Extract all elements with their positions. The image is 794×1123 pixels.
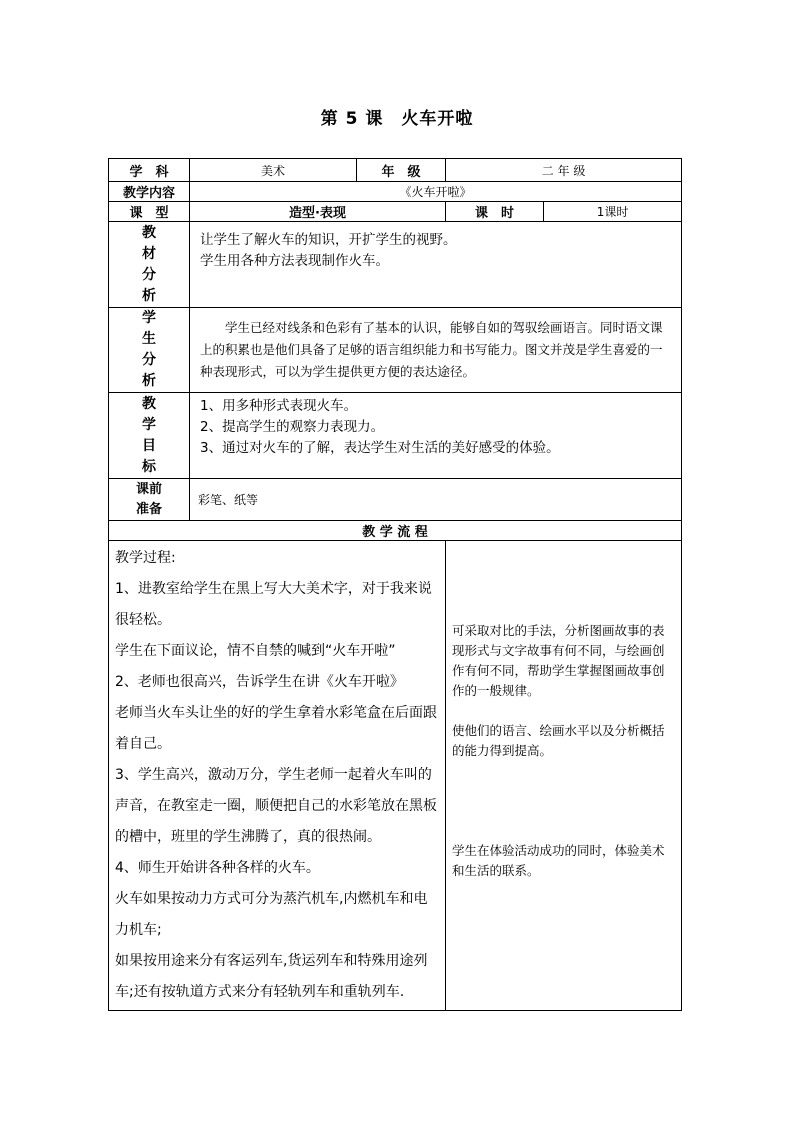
flow-row bbox=[109, 541, 682, 1011]
process-line: 1、进教室给学生在黑上写大大美术字，对于我来说很轻松。 bbox=[115, 581, 432, 628]
teaching-goals bbox=[190, 393, 682, 479]
goal-item: 3、通过对火车的了解，表达学生对生活的美好感受的体验。 bbox=[200, 440, 560, 456]
process-line: 4、师生开始讲各种各样的火车。 bbox=[115, 860, 320, 876]
note-item: 可采取对比的手法，分析图画故事的表现形式与文字故事有何不同，与绘画创作有何不同，帮助学生掌握图画故事创作的一般规律。 bbox=[452, 623, 665, 698]
textbook-line: 学生用各种方法表现制作火车。 bbox=[200, 253, 389, 269]
process-line: 火车如果按动力方式可分为蒸汽机车,内燃机车和电力机车; bbox=[115, 891, 428, 938]
hours-value: 1课时 bbox=[544, 202, 682, 222]
process-line: 学生在下面议论，情不自禁的喊到“火车开啦” bbox=[115, 643, 396, 659]
hours-label: 课 时 bbox=[446, 202, 544, 222]
flow-label: 教 学 流 程 bbox=[109, 521, 682, 541]
grade-value: 二 年 级 bbox=[446, 159, 682, 182]
process-line: 2、老师也很高兴，告诉学生在讲《火车开啦》 bbox=[115, 674, 404, 690]
flow-header-row bbox=[109, 521, 682, 541]
content-value: 《火车开啦》 bbox=[190, 182, 682, 202]
design-notes bbox=[446, 541, 682, 1011]
page-title: 第 5 课 火车开啦 bbox=[320, 109, 474, 129]
note-item: 使他们的语言、绘画水平以及分析概括的能力得到提高。 bbox=[452, 723, 665, 758]
subject-row bbox=[109, 159, 682, 182]
type-label: 课 型 bbox=[109, 202, 190, 222]
prep-row bbox=[109, 479, 682, 521]
textbook-label: 教 材 分 析 bbox=[109, 222, 190, 308]
textbook-row bbox=[109, 222, 682, 308]
lesson-plan-table bbox=[108, 158, 682, 1011]
note-item: 学生在体验活动成功的同时，体验美术和生活的联系。 bbox=[452, 843, 665, 878]
grade-label: 年 级 bbox=[357, 159, 446, 182]
textbook-analysis bbox=[190, 222, 682, 308]
subject-value: 美术 bbox=[190, 159, 357, 182]
subject-label: 学 科 bbox=[109, 159, 190, 182]
student-row bbox=[109, 308, 682, 393]
goals-label: 教 学 目 标 bbox=[109, 393, 190, 479]
type-value: 造型·表现 bbox=[190, 202, 446, 222]
student-label: 学 生 分 析 bbox=[109, 308, 190, 393]
goal-item: 1、用多种形式表现火车。 bbox=[200, 398, 358, 414]
textbook-line: 让学生了解火车的知识，开扩学生的视野。 bbox=[200, 232, 457, 248]
process-line: 老师当火车头让坐的好的学生拿着水彩笔盒在后面跟着自己。 bbox=[115, 705, 437, 752]
student-analysis: 学生已经对线条和色彩有了基本的认识，能够自如的驾驭绘画语言。同时语文课上的积累也是他们具备了足够的语言组织能力和书写能力。图文并茂是学生喜爱的一种表现形式，可以为学生提供更方便的表达途径。 bbox=[190, 308, 682, 393]
process-line: 3、学生高兴，激动万分，学生老师一起着火车叫的声音，在教室走一圈，顺便把自己的水彩笔放在黑板的槽中，班里的学生沸腾了，真的很热闹。 bbox=[115, 767, 437, 845]
prep-label: 课前 准备 bbox=[109, 479, 190, 521]
goals-row bbox=[109, 393, 682, 479]
process-line: 教学过程: bbox=[115, 550, 176, 566]
goal-item: 2、提高学生的观察力表现力。 bbox=[200, 419, 385, 435]
process-line: 如果按用途来分有客运列车,货运列车和特殊用途列车;还有按轨道方式来分有轻轨列车和重轨列车. bbox=[115, 953, 428, 1000]
prep-value: 彩笔、纸等 bbox=[190, 479, 682, 521]
content-label: 教学内容 bbox=[109, 182, 190, 202]
type-row bbox=[109, 202, 682, 222]
teaching-process bbox=[109, 541, 446, 1011]
content-row bbox=[109, 182, 682, 202]
